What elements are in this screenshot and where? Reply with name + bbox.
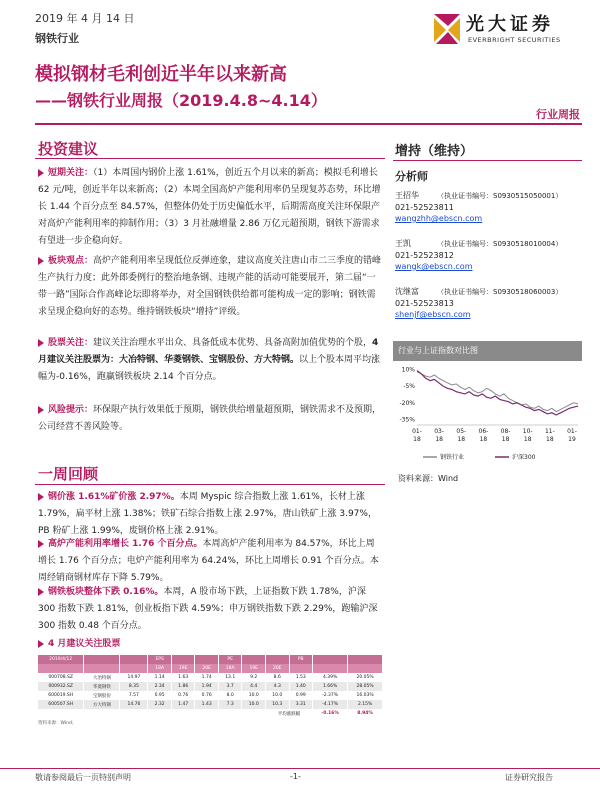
table-header-cell: 2019/4/12 — [38, 655, 84, 664]
r3-head: 钢铁板块整体下跌 0.16%。 — [48, 587, 164, 597]
table-subheader-cell — [313, 664, 348, 673]
industry-label: 钢铁行业 — [35, 32, 79, 45]
analyst-2 — [395, 238, 585, 272]
analyst-3 — [395, 286, 585, 320]
x-tick-label: 03- — [434, 428, 445, 435]
table-subheader-cell: 18A — [218, 664, 242, 673]
p4-head: 风险提示： — [48, 405, 94, 415]
table-header-cell — [84, 655, 120, 664]
analyst-license: （执业证书编号：S0930518060003） — [437, 288, 563, 296]
table-header-cell: PB — [289, 655, 313, 664]
table-footnote: 资料来源：Wind； — [38, 721, 77, 726]
table-header-cell — [265, 655, 289, 664]
x-tick-label: 06- — [478, 428, 489, 435]
analyst-license: （执业证书编号：S0930515050001） — [437, 192, 563, 200]
p3-bold: 4 月建议关注股票为：大冶特钢、华菱钢铁、宝钢股份、方大特钢。 — [38, 338, 379, 365]
analyst-name: 王凯 — [395, 239, 411, 248]
footer-report-label: 证券研究报告 — [505, 773, 553, 782]
r1-head: 钢价涨 1.61%矿价涨 2.97%。 — [48, 492, 180, 502]
table-cell: 10.3 — [265, 700, 289, 709]
analyst-phone: 021-52523812 — [395, 251, 454, 260]
table-cell: 大冶特钢 — [84, 673, 120, 682]
review-paragraph-2 — [38, 536, 383, 587]
legend-label: 钢铁行业 — [440, 454, 465, 461]
page-number: -1- — [290, 772, 301, 781]
x-tick-label: 01- — [567, 428, 577, 435]
table-cell: 方大特钢 — [84, 700, 120, 709]
logo-text-en: EVERBRIGHT SECURITIES — [468, 36, 561, 44]
table-header-cell — [171, 655, 195, 664]
table-row — [38, 673, 383, 682]
table-subheader-row — [38, 664, 383, 673]
stock-table — [38, 655, 383, 718]
summary-label: 平均涨跌幅 — [265, 709, 312, 718]
invest-paragraph-1 — [38, 165, 383, 250]
x-tick-label: 10- — [522, 428, 533, 435]
table-cell: 1.63 — [171, 673, 195, 682]
p2-body: 高炉产能利用率呈现低位反弹迹象，建议高度关注唐山市二三季度的错峰生产执行力度；此外郎委例行的整治地条钢、违规产能的活动可能要展开，第二届“一带一路”国际合作高峰论坛即将举办，对全国钢铁供给都可能构成一定的影响；钢铁需求呈现企稳向好的态势。维持钢铁板块“增持”评级。 — [38, 256, 382, 317]
rating: 增持（维持） — [395, 144, 474, 159]
analyst-license: （执业证书编号：S0930518010004） — [437, 240, 563, 248]
table-cell: 3.31 — [289, 700, 313, 709]
report-date: 2019 年 4 月 14 日 — [35, 12, 135, 25]
table-cell: 1.14 — [148, 673, 172, 682]
report-subtitle: ——钢铁行业周报（2019.4.8~4.14） — [35, 91, 327, 110]
x-tick-label: 08- — [500, 428, 511, 435]
table-cell: 2.34 — [148, 682, 172, 691]
logo-mark-icon — [432, 12, 462, 46]
bullet-icon — [38, 493, 44, 501]
company-logo — [432, 10, 592, 50]
x-tick-label: 18 — [501, 436, 510, 443]
table-cell: 13.1 — [218, 673, 242, 682]
table-header-cell: PE — [218, 655, 242, 664]
x-tick-label: 18 — [457, 436, 466, 443]
table-cell: -4.17% — [313, 700, 348, 709]
series-line — [417, 372, 578, 412]
table-summary-row — [38, 709, 383, 718]
x-tick-label: 18 — [479, 436, 488, 443]
x-tick-label: 19 — [568, 436, 576, 443]
bullet-icon — [38, 540, 44, 548]
bullet-icon — [38, 339, 44, 347]
table-cell: 4.4 — [242, 682, 266, 691]
table-subheader-cell: 20E — [195, 664, 219, 673]
table-row — [38, 691, 383, 700]
report-type: 行业周报 — [536, 108, 580, 121]
analyst-phone: 021-52523813 — [395, 299, 454, 308]
table-cell: 10.0 — [242, 691, 266, 700]
analyst-1 — [395, 190, 585, 224]
invest-paragraph-2 — [38, 253, 383, 321]
table-cell: 16.03% — [348, 691, 383, 700]
analyst-heading: 分析师 — [395, 170, 428, 183]
bullet-icon — [38, 588, 44, 596]
chart-title: 行业与上证指数对比图 — [393, 341, 582, 361]
stock-table-wrap — [38, 655, 383, 726]
table-cell: 0.95 — [148, 691, 172, 700]
r4-head: 4 月建议关注股票 — [48, 639, 121, 649]
y-tick-label: -5% — [403, 383, 415, 391]
table-cell: 000708.SZ — [38, 673, 84, 682]
r2-body: 本周高炉产能利用率为 84.57%，环比上周增长 1.76 个百分点；电炉产能利用率为 64.24%，环比上周增长 0.91 个百分点。本周经销商钢材库存下降 5.79%。 — [38, 539, 379, 583]
analyst-email-link[interactable]: wangk@ebscn.com — [395, 262, 473, 271]
table-cell: 14.76 — [120, 700, 148, 709]
x-tick-label: 18 — [546, 436, 554, 443]
p3-body-b: 以上个股本周平均涨幅为-0.16%，跑赢钢铁板块 2.14 个百分点。 — [38, 355, 381, 382]
table-cell: 1.53 — [289, 673, 313, 682]
y-tick-label: -20% — [399, 399, 415, 407]
table-cell: 0.76 — [171, 691, 195, 700]
table-header-cell — [348, 655, 383, 664]
review-heading: 一周回顾 — [38, 465, 99, 483]
y-tick-label: -35% — [399, 416, 415, 424]
chart-source: 资料来源：Wind — [398, 474, 459, 483]
x-tick-label: 11- — [544, 428, 555, 435]
review-paragraph-4 — [38, 636, 383, 653]
table-header-cell — [242, 655, 266, 664]
r3-body: 本周，A 股市场下跌，上证指数下跌 1.78%，沪深 300 指数下跌 1.81%，创业板指下跌 4.59%；申万钢铁指数下跌 2.29%，跑输沪深 300 指数 0.48 个百分点。 — [38, 587, 378, 631]
table-cell: 3.7 — [218, 682, 242, 691]
table-header-cell — [313, 655, 348, 664]
comparison-chart-svg — [393, 361, 582, 469]
p3-body-a: 建议关注治理水平出众、具备低成本优势、具备高附加值优势的个股， — [93, 338, 373, 348]
table-cell: 华菱钢铁 — [84, 682, 120, 691]
table-header-row — [38, 655, 383, 664]
table-cell: 7.57 — [120, 691, 148, 700]
table-row — [38, 700, 383, 709]
x-tick-label: 05- — [456, 428, 467, 435]
p2-head: 板块观点： — [48, 256, 94, 266]
table-cell: 10.0 — [265, 691, 289, 700]
table-cell: 1.47 — [171, 700, 195, 709]
invest-heading: 投资建议 — [38, 140, 99, 158]
x-tick-label: 18 — [523, 436, 532, 443]
table-cell: 1.86 — [171, 682, 195, 691]
table-cell: 2.15% — [348, 700, 383, 709]
bullet-icon — [38, 169, 44, 177]
table-subheader-cell — [84, 664, 120, 673]
r2-head: 高炉产能利用率增长 1.76 个百分点。 — [48, 539, 203, 549]
table-header-cell — [120, 655, 148, 664]
comparison-chart — [393, 361, 582, 469]
p1-body: （1）本周国内钢价上涨 1.61%，创近五个月以来的新高；模拟毛利增长 62 元/吨，创近半年以来新高；（2）本周全国高炉产能利用率仍呈现复苏态势，环比增长 1.44 个百分点至 84.57%，但整体仍处于历史偏低水平，后期需高度关注环保限产对高炉产能利用率的抑制作用；（3）3 月社融增量 2.86 万亿元超预期，钢铁下游需求有望进一步企稳向好。 — [38, 168, 381, 246]
r1-body: 本周 Myspic 综合指数上涨 1.61%，长材上涨 1.79%，扁平材上涨 1.38%；铁矿石综合指数上涨 2.97%，唐山铁矿上涨 3.97%，PB 粉矿上涨 1.99%，废钢价格上涨 2.91%。 — [38, 492, 377, 536]
table-cell: 1.94 — [195, 682, 219, 691]
p1-head: 短期关注： — [48, 168, 94, 178]
table-cell: 600019.SH — [38, 691, 84, 700]
table-cell: 14.97 — [120, 673, 148, 682]
p3-head: 股票关注： — [48, 338, 94, 348]
logo-text-cn: 光大证券 — [466, 14, 554, 35]
x-tick-label: 18 — [413, 436, 421, 443]
table-cell: 1.43 — [195, 700, 219, 709]
analyst-email-link[interactable]: wangzhh@ebscn.com — [395, 214, 483, 223]
table-subheader-cell: 20E — [265, 664, 289, 673]
table-cell: 4.39% — [313, 673, 348, 682]
x-tick-label: 01- — [412, 428, 422, 435]
legend-label: 沪深300 — [512, 454, 536, 461]
table-cell: 20.05% — [348, 673, 383, 682]
table-cell: 10.0 — [242, 700, 266, 709]
table-cell: 8.0 — [218, 691, 242, 700]
table-cell: 8.35 — [120, 682, 148, 691]
table-subheader-cell — [348, 664, 383, 673]
report-title: 模拟钢材毛利创近半年以来新高 — [35, 64, 287, 85]
summary-value: -0.16% — [313, 709, 348, 718]
footer-disclaimer: 敬请参阅最后一页特别声明 — [35, 773, 131, 782]
table-cell: 1.66% — [313, 682, 348, 691]
table-cell: 9.2 — [242, 673, 266, 682]
table-cell: 4.3 — [265, 682, 289, 691]
table-subheader-cell: 19E — [171, 664, 195, 673]
header-divider — [35, 123, 582, 125]
invest-paragraph-3 — [38, 335, 383, 386]
table-cell: 7.3 — [218, 700, 242, 709]
y-tick-label: 10% — [401, 366, 415, 374]
bullet-icon — [38, 640, 44, 648]
table-cell: 2.32 — [148, 700, 172, 709]
bullet-icon — [38, 406, 44, 414]
analyst-name: 王招华 — [395, 191, 419, 200]
invest-paragraph-4 — [38, 402, 383, 436]
table-cell: 0.99 — [289, 691, 313, 700]
table-subheader-cell: 18A — [148, 664, 172, 673]
table-subheader-cell — [120, 664, 148, 673]
table-row — [38, 682, 383, 691]
table-cell: 600507.SH — [38, 700, 84, 709]
table-subheader-cell — [289, 664, 313, 673]
analyst-name: 沈继富 — [395, 287, 419, 296]
table-subheader-cell: 19E — [242, 664, 266, 673]
rating-divider — [393, 160, 582, 161]
table-cell: 000932.SZ — [38, 682, 84, 691]
review-paragraph-3 — [38, 584, 383, 635]
table-header-cell: EPS — [148, 655, 172, 664]
analyst-email-link[interactable]: shenjf@ebscn.com — [395, 310, 471, 319]
footer-divider — [0, 768, 600, 769]
table-cell: -2.37% — [313, 691, 348, 700]
series-line — [417, 371, 578, 415]
table-subheader-cell — [38, 664, 84, 673]
review-paragraph-1 — [38, 489, 383, 540]
review-divider — [35, 484, 385, 485]
table-cell: 1.74 — [195, 673, 219, 682]
table-cell: 0.76 — [195, 691, 219, 700]
bullet-icon — [38, 257, 44, 265]
x-tick-label: 18 — [435, 436, 443, 443]
analyst-phone: 021-52523811 — [395, 203, 454, 212]
table-cell: 8.6 — [265, 673, 289, 682]
table-cell: 1.40 — [289, 682, 313, 691]
table-cell: 28.05% — [348, 682, 383, 691]
table-cell: 宝钢股份 — [84, 691, 120, 700]
summary-value: 8.94% — [348, 709, 383, 718]
table-header-cell — [195, 655, 219, 664]
p4-body: 环保限产执行效果低于预期，钢铁供给增量超预期，钢铁需求不及预期，公司经营不善风险等。 — [38, 405, 382, 432]
invest-divider — [35, 158, 385, 159]
